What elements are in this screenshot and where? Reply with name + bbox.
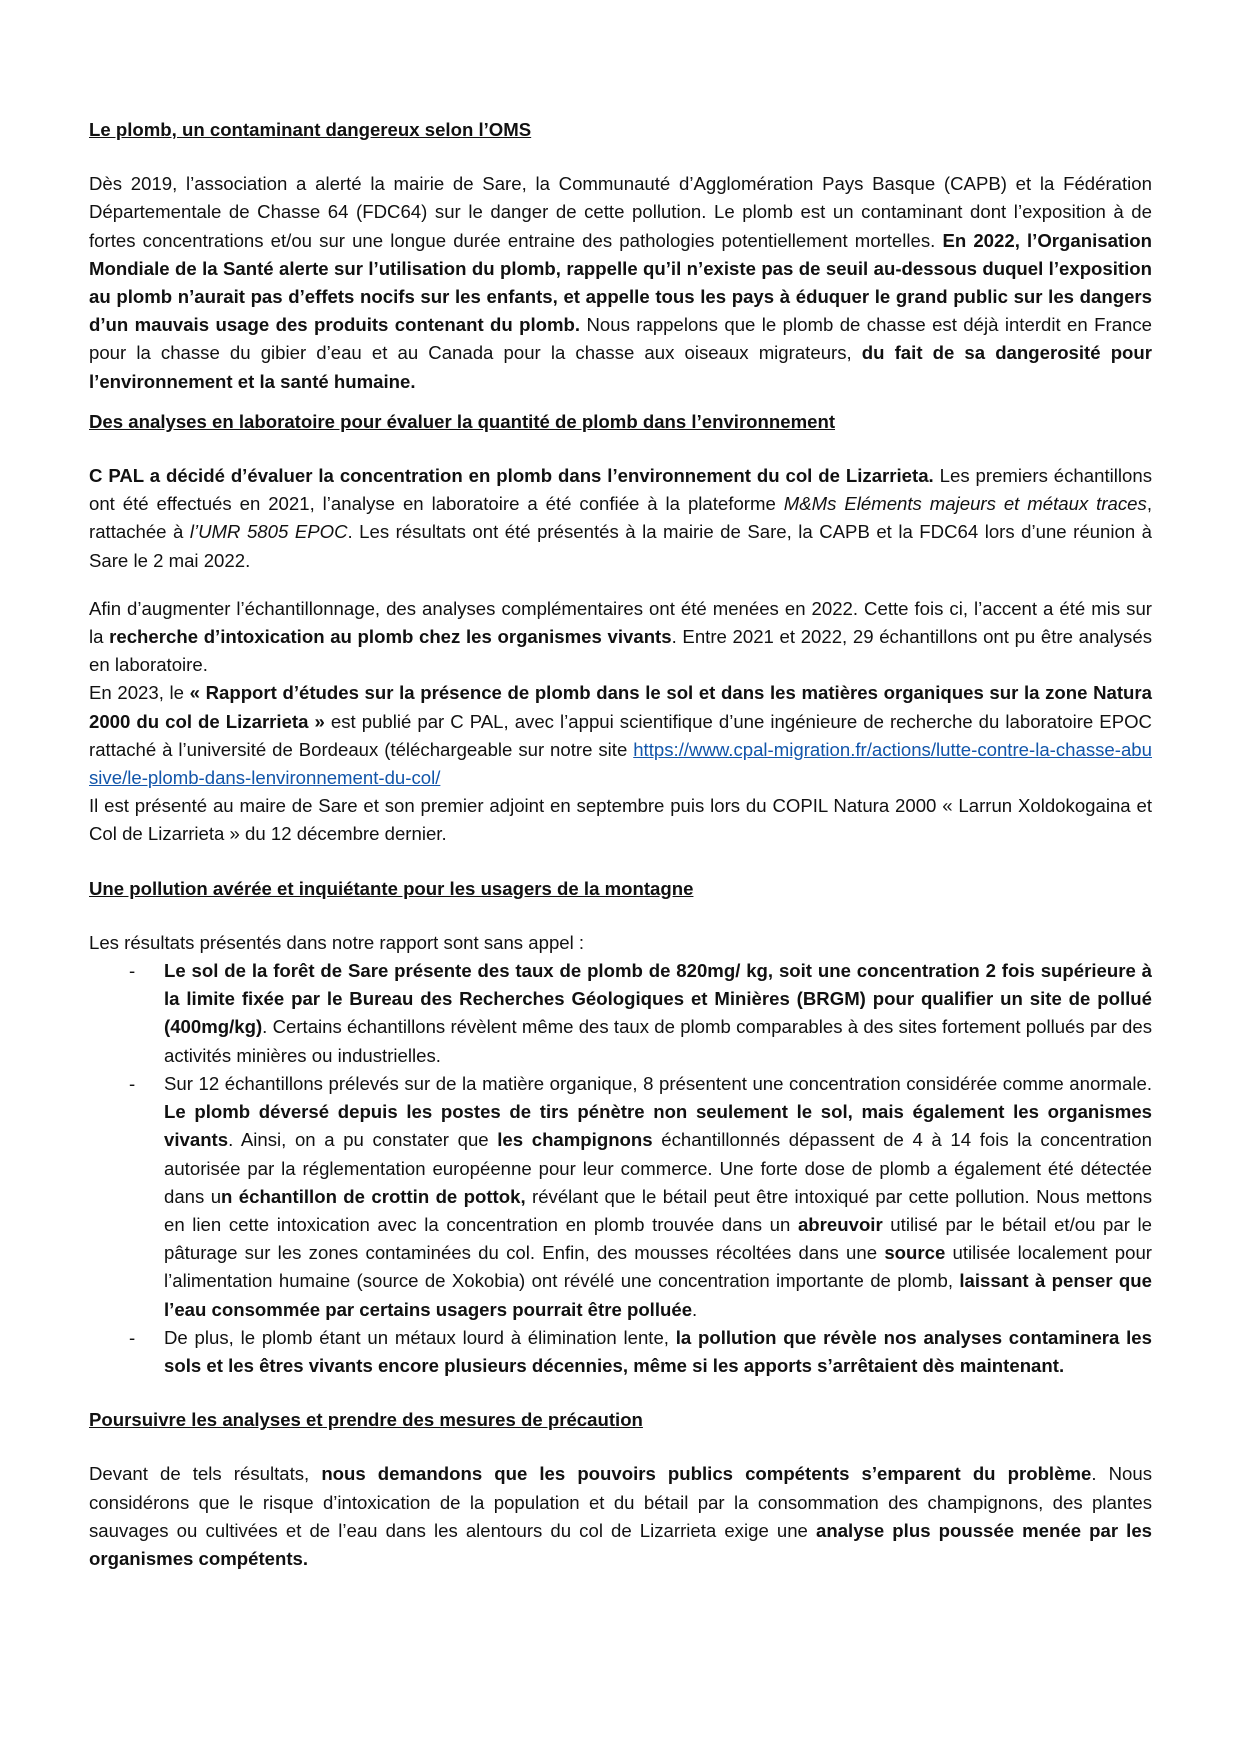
text-span: . Les résultats ont été présentés à la mairie de Sare, la CAPB et la FDC64 lors d’une réunion à Sare le 2 mai 2022. [89, 521, 1152, 571]
paragraph-oms [89, 170, 1152, 396]
text-span: . Certains échantillons révèlent même des taux de plomb comparables à des sites fortement pollués par des activités minières ou industrielles. [164, 1016, 1152, 1066]
dash-bullet: - [129, 960, 136, 982]
dash-bullet: - [129, 1326, 136, 1348]
dash-bullet: - [129, 1072, 136, 1094]
section-heading-precaution: Poursuivre les analyses et prendre des mesures de précaution [89, 1409, 643, 1431]
text-span: utilisée localement pour l’alimentation humaine (source de Xokobia) ont révélé une concentration importante de plomb, [164, 1242, 1152, 1292]
text-span: est publié par C PAL, avec l’appui scientifique d’une ingénieure de recherche du laboratoire EPOC rattaché à l’université de Bordeaux (téléchargeable sur notre site [89, 710, 1152, 760]
bold-span: analyse plus poussée menée par les organismes compétents. [89, 1519, 1152, 1569]
list-item [89, 1070, 1152, 1324]
text-span: échantillonnés dépassent de 4 à 14 fois la concentration autorisée par la réglementation européenne pour leur commerce. Une forte dose de plomb a également été détectée dans u [164, 1129, 1152, 1207]
bold-span: Le sol de la forêt de Sare présente des taux de plomb de 820mg/ kg, soit une concentration 2 fois supérieure à la limite fixée par le Bureau des Recherches Géologiques et Minières (BRGM) pour qualifier un site de pollué (400mg/kg) [164, 960, 1152, 1038]
text-span: . Nous considérons que le risque d’intoxication de la population et du bétail par la consommation des champignons, des plantes sauvages ou cultivées et de l’eau dans les alentours du col de Lizarrieta exige une [89, 1463, 1152, 1541]
bold-span: du fait de sa dangerosité pour l’environnement et la santé humaine. [89, 342, 1152, 392]
italic-span: M&Ms Eléments majeurs et métaux traces [783, 493, 1147, 515]
bold-span: « Rapport d’études sur la présence de plomb dans le sol et dans les matières organiques sur la zone Natura 2000 du col de Lizarrieta » [89, 682, 1152, 732]
report-link[interactable]: https://www.cpal-migration.fr/actions/lutte-contre-la-chasse-abusive/le-plomb-dans-lenvironnement-du-col/ [89, 738, 1152, 789]
list-item [89, 1324, 1152, 1380]
bold-span: n échantillon de crottin de pottok, [221, 1185, 526, 1207]
paragraph-rapport-2023 [89, 679, 1152, 792]
document-page [89, 116, 1152, 1573]
bold-span: laissant à penser que l’eau consommée par certains usagers pourrait être polluée [164, 1270, 1152, 1320]
paragraph-demande [89, 1460, 1152, 1573]
paragraph-resultats-intro: Les résultats présentés dans notre rapport sont sans appel : [89, 931, 585, 953]
section-heading-analyses: Des analyses en laboratoire pour évaluer la quantité de plomb dans l’environnement [89, 410, 836, 432]
text-span: De plus, le plomb étant un métaux lourd à élimination lente, [164, 1326, 676, 1348]
text-span: . Ainsi, on a pu constater que [228, 1129, 498, 1151]
text-span: révélant que le bétail peut être intoxiqué par cette pollution. Nous mettons en lien cette intoxication avec la concentration en plomb trouvée dans un [164, 1185, 1153, 1235]
bold-span: nous demandons que les pouvoirs publics compétents s’emparent du problème [321, 1463, 1092, 1485]
section-heading-oms: Le plomb, un contaminant dangereux selon l’OMS [89, 119, 532, 140]
text-span: utilisé par le bétail et/ou par le pâturage sur les zones contaminées du col. Enfin, des mousses récoltées dans une [164, 1213, 1152, 1264]
text-span: . Entre 2021 et 2022, 29 échantillons ont pu être analysés en laboratoire. [89, 626, 1152, 676]
bold-span: En 2022, l’Organisation Mondiale de la Santé alerte sur l’utilisation du plomb, rappelle qu’il n’existe pas de seuil au-dessous duquel l’exposition au plomb n’aurait pas d’effets nocifs sur les enfants, et appelle tous les pays à éduquer le grand public sur les dangers d’un mauvais usage des produits contenant du plomb. [89, 229, 1152, 336]
italic-span: l’UMR 5805 EPOC [189, 521, 348, 543]
text-span: Les premiers échantillons ont été effectués en 2021, l’analyse en laboratoire a été confiée à la plateforme [89, 465, 1152, 515]
paragraph-copil: Il est présenté au maire de Sare et son premier adjoint en septembre puis lors du COPIL Natura 2000 « Larrun Xoldokogaina et Col de Lizarrieta » du 12 décembre dernier. [89, 795, 1152, 845]
paragraph-echantillonnage [89, 595, 1152, 680]
text-span: En 2023, le [89, 682, 190, 704]
section-heading-pollution: Une pollution avérée et inquiétante pour les usagers de la montagne [89, 877, 694, 899]
text-span: Afin d’augmenter l’échantillonnage, des analyses complémentaires ont été menées en 2022. Cette fois ci, l’accent a été mis sur la [89, 597, 1152, 648]
list-item [89, 957, 1152, 1070]
text-span: Dès 2019, l’association a alerté la mairie de Sare, la Communauté d’Agglomération Pays Basque (CAPB) et la Fédération Départementale de Chasse 64 (FDC64) sur le danger de cette pollution. Le plomb est un contaminant dont l’exposition à de fortes concentrations et/ou sur une longue durée entraine des pathologies potentiellement mortelles. [89, 173, 1152, 251]
bold-span: C PAL a décidé d’évaluer la concentration en plomb dans l’environnement du col de Lizarrieta. [89, 465, 934, 487]
bold-span: Le plomb déversé depuis les postes de tirs pénètre non seulement le sol, mais également les organismes vivants [164, 1101, 1152, 1151]
bold-span: source [884, 1242, 946, 1264]
text-span: . [692, 1298, 698, 1320]
text-span: Nous rappelons que le plomb de chasse est déjà interdit en France pour la chasse du gibier d’eau et au Canada pour la chasse aux oiseaux migrateurs, [89, 314, 1152, 364]
paragraph-cpal-evaluation [89, 462, 1152, 575]
text-span: , rattachée à [89, 493, 1152, 543]
results-list [89, 957, 1152, 1380]
bold-span: la pollution que révèle nos analyses contaminera les sols et les êtres vivants encore plusieurs décennies, même si les apports s’arrêtaient dès maintenant. [164, 1326, 1152, 1376]
text-span: Devant de tels résultats, [89, 1463, 322, 1485]
text-span: Sur 12 échantillons prélevés sur de la matière organique, 8 présentent une concentration considérée comme anormale. [164, 1072, 1152, 1094]
bold-span: abreuvoir [797, 1213, 883, 1235]
bold-span: recherche d’intoxication au plomb chez les organismes vivants [109, 626, 672, 648]
bold-span: les champignons [497, 1129, 653, 1151]
